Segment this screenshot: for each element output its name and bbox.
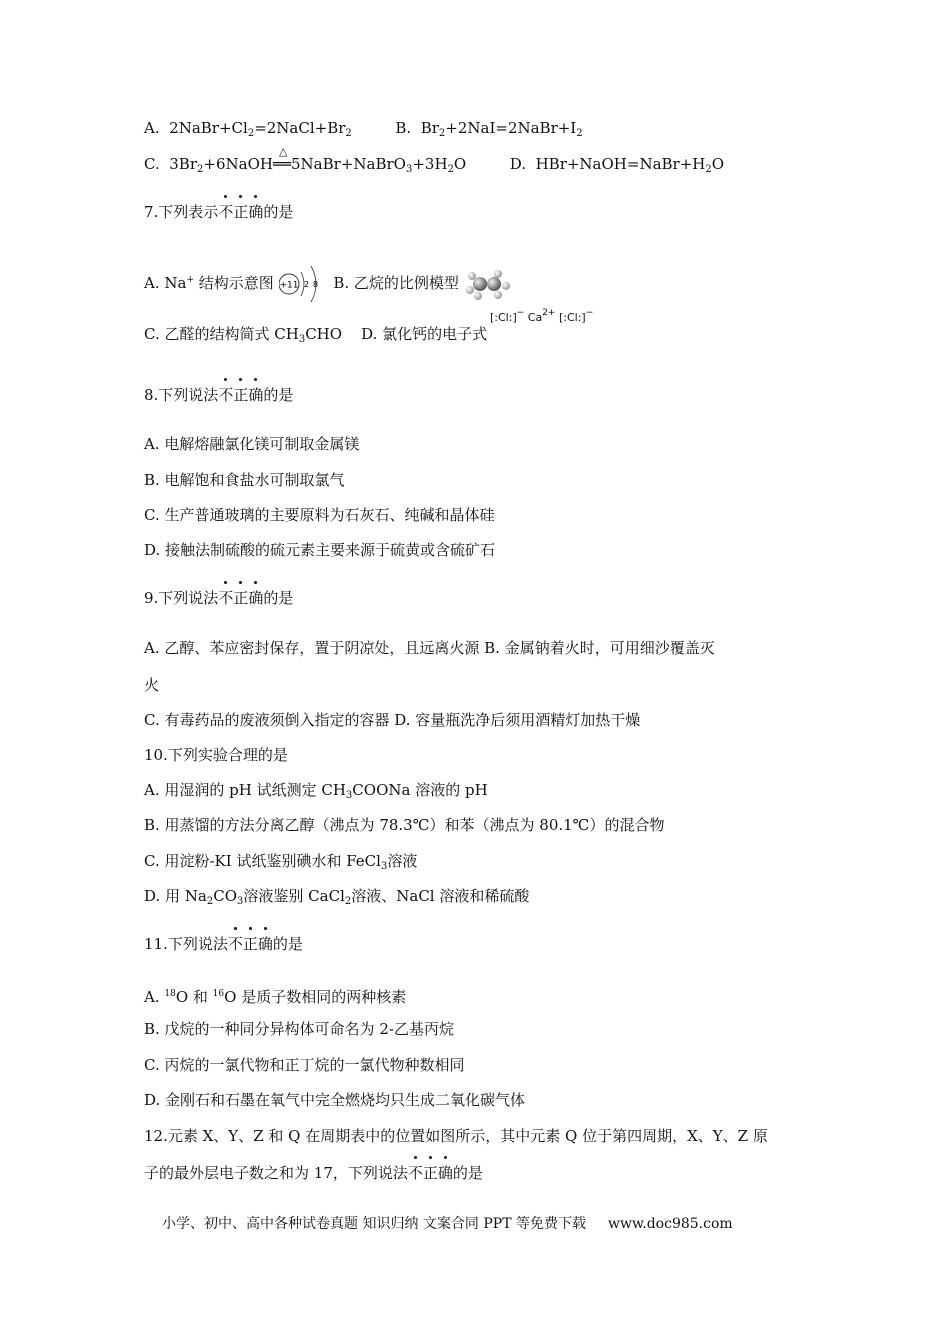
q7-options-ab — [144, 262, 512, 306]
q6-d-equation — [536, 155, 724, 173]
chloride-ion: [:Cl:] — [490, 311, 517, 324]
q6-b-equation — [421, 119, 583, 137]
emphasis-char: 不 — [218, 203, 234, 221]
electron-shell-2: 8 — [312, 280, 318, 289]
equals-sign: ══ — [272, 155, 292, 173]
q6-c-sub: 2 — [197, 164, 204, 175]
q6-a-part: 2NaBr+Cl — [169, 119, 248, 137]
q11-a-text: O 和 — [175, 988, 213, 1006]
sodium-ion-structure-diagram — [279, 262, 329, 306]
emphasis-char: 确 — [257, 935, 273, 953]
q6-a-equation — [169, 119, 352, 137]
emphasis-char: 不 — [218, 386, 234, 404]
q10-d-text: D. 用 Na — [144, 887, 207, 905]
electron-shell-1: 2 — [303, 280, 309, 289]
q6-d-part: O — [711, 155, 725, 173]
q6-b-part: +2NaI=2NaBr+I — [445, 119, 577, 137]
q11-stem-text: 11.下列说法 — [144, 935, 228, 953]
q6-d-part: HBr+NaOH=NaBr+H — [535, 155, 706, 173]
q9-options-cd: C. 有毒药品的废液须倒入指定的容器 D. 容量瓶洗净后须用酒精灯加热干燥 — [144, 711, 641, 729]
q10-a-sub: 3 — [345, 790, 353, 801]
q10-c-text: 溶液 — [387, 852, 418, 870]
q10-d-sub: 2 — [206, 896, 214, 907]
footer-url[interactable]: www.doc985.com — [607, 1216, 733, 1232]
ion-charge: − — [585, 308, 594, 318]
q6-c-part: 5NaBr+NaBrO — [291, 155, 406, 173]
q9-options-ab-cont: 火 — [144, 676, 160, 694]
q6-b-part: Br — [420, 119, 439, 137]
q8-option-c: C. 生产普通玻璃的主要原料为石灰石、纯碱和晶体硅 — [144, 506, 495, 524]
q11-stem-text: 的是 — [272, 935, 303, 953]
q7-c-text: CHO — [305, 325, 343, 343]
q7-c-sub: 3 — [298, 334, 306, 345]
emphasis-char: 确 — [248, 203, 264, 221]
q11-option-a — [144, 984, 406, 1007]
q7-a-text: 结构示意图 — [193, 274, 274, 292]
q10-d-text: 溶液、NaCl 溶液和稀硫酸 — [351, 887, 530, 905]
q8-stem-text: 8.下列说法 — [144, 386, 219, 404]
q6-options-ab — [144, 118, 583, 144]
q12-stem-line1: 12.元素 X、Y、Z 和 Q 在周期表中的位置如图所示，其中元素 Q 位于第四周期，X、Y、Z 原 — [144, 1127, 768, 1145]
q6-c-label: C. — [144, 155, 160, 173]
q10-d-sub: 2 — [344, 896, 352, 907]
q10-option-c — [144, 851, 417, 877]
heating-condition — [272, 145, 292, 174]
q8-option-d: D. 接触法制硫酸的硫元素主要来源于硫黄或含硫矿石 — [144, 541, 496, 559]
q10-option-d — [144, 886, 529, 912]
q10-c-sub: 3 — [380, 861, 388, 872]
q6-b-sub: 2 — [438, 128, 446, 139]
emphasis-char: 不 — [227, 935, 243, 953]
q9-stem — [144, 588, 293, 608]
emphasis-char: 正 — [242, 935, 258, 953]
delta-icon: △ — [278, 145, 288, 158]
calcium-ion: Ca — [527, 311, 543, 324]
emphasis-char: 确 — [248, 386, 264, 404]
ethane-space-filling-model — [464, 266, 512, 302]
q6-c-part: O — [453, 155, 467, 173]
q10-a-text: A. 用湿润的 pH 试纸测定 CH — [144, 781, 346, 799]
q8-option-a: A. 电解熔融氯化镁可制取金属镁 — [144, 435, 360, 453]
q10-stem: 10.下列实验合理的是 — [144, 746, 288, 764]
q6-a-label: A. — [144, 119, 160, 137]
emphasis-char: 确 — [437, 1164, 453, 1182]
cacl2-electron-formula — [490, 308, 593, 324]
emphasis-char: 正 — [233, 386, 249, 404]
q6-c-sub: 2 — [447, 164, 454, 175]
q7-a-sup: + — [186, 275, 194, 285]
q9-stem-text: 9.下列说法 — [144, 589, 219, 607]
q11-option-b: B. 戊烷的一种同分异构体可命名为 2-乙基丙烷 — [144, 1020, 454, 1038]
q10-d-sub: 3 — [237, 896, 244, 907]
q11-option-c: C. 丙烷的一氯代物和正丁烷的一氯代物种数相同 — [144, 1056, 465, 1074]
q7-stem — [144, 202, 293, 222]
q6-d-label: D. — [509, 155, 527, 173]
emphasis-char: 正 — [233, 589, 249, 607]
q9-stem-text: 的是 — [263, 589, 294, 607]
q10-a-text: COONa 溶液的 pH — [352, 781, 488, 799]
q12-stem-text: 子的最外层电子数之和为 17，下列说法 — [144, 1164, 408, 1182]
q10-c-text: C. 用淀粉-KI 试纸鉴别碘水和 FeCl — [144, 852, 381, 870]
q10-option-b: B. 用蒸馏的方法分离乙醇（沸点为 78.3℃）和苯（沸点为 80.1℃）的混合物 — [144, 816, 665, 834]
q7-stem-text: 7.下列表示 — [144, 203, 219, 221]
q6-c-part: +3H — [412, 155, 448, 173]
q9-options-ab: A. 乙醇、苯应密封保存，置于阴凉处，且远离火源 B. 金属钠着火时，可用细沙覆盖灭 — [144, 639, 715, 657]
q11-a-text: A. — [144, 988, 165, 1006]
mass-number: 16 — [212, 989, 225, 999]
q7-a-text: A. Na — [144, 274, 187, 292]
q7-c-text: C. 乙醛的结构简式 CH — [144, 325, 299, 343]
q6-options-cd — [144, 145, 725, 180]
q12-stem-line2 — [144, 1163, 483, 1183]
emphasis-char: 不 — [218, 589, 234, 607]
q8-option-b: B. 电解饱和食盐水可制取氯气 — [144, 471, 345, 489]
q6-c-part: +6NaOH — [203, 155, 273, 173]
q7-d-text: D. 氯化钙的电子式 — [361, 325, 488, 343]
emphasis-char: 确 — [248, 589, 264, 607]
q10-d-text: 溶液鉴别 CaCl — [243, 887, 345, 905]
q6-c-part: 3Br — [169, 155, 198, 173]
nucleus-charge: +11 — [279, 280, 299, 291]
q8-stem-text: 的是 — [263, 386, 294, 404]
q6-b-sub: 2 — [576, 128, 583, 139]
q10-option-a — [144, 780, 488, 806]
footer-text: 小学、初中、高中各种试卷真题 知识归纳 文案合同 PPT 等免费下载 — [162, 1216, 586, 1232]
q7-options-cd — [144, 324, 487, 350]
emphasis-char: 不 — [407, 1164, 423, 1182]
q11-a-text: O 是质子数相同的两种核素 — [224, 988, 407, 1006]
ion-charge: − — [516, 308, 525, 318]
q10-d-text: CO — [213, 887, 238, 905]
emphasis-char: 正 — [422, 1164, 438, 1182]
chloride-ion: [:Cl:] — [558, 311, 586, 324]
q11-option-d: D. 金刚石和石墨在氧气中完全燃烧均只生成二氧化碳气体 — [144, 1091, 526, 1109]
q6-b-label: B. — [395, 119, 412, 137]
q6-a-sub: 2 — [247, 128, 255, 139]
page-footer — [162, 1213, 733, 1233]
q7-b-text: B. 乙烷的比例模型 — [333, 274, 459, 292]
q7-stem-text: 的是 — [263, 203, 294, 221]
emphasis-char: 正 — [233, 203, 249, 221]
q6-a-part: =2NaCl+Br — [254, 119, 346, 137]
q8-stem — [144, 385, 293, 405]
q12-stem-text: 的是 — [452, 1164, 483, 1182]
mass-number: 18 — [164, 989, 176, 999]
q6-d-sub: 2 — [705, 164, 712, 175]
ion-charge: 2+ — [542, 308, 556, 318]
q6-a-sub: 2 — [345, 128, 352, 139]
q11-stem — [144, 934, 303, 954]
q6-c-sub: 3 — [405, 164, 413, 175]
q6-c-equation — [169, 145, 467, 175]
